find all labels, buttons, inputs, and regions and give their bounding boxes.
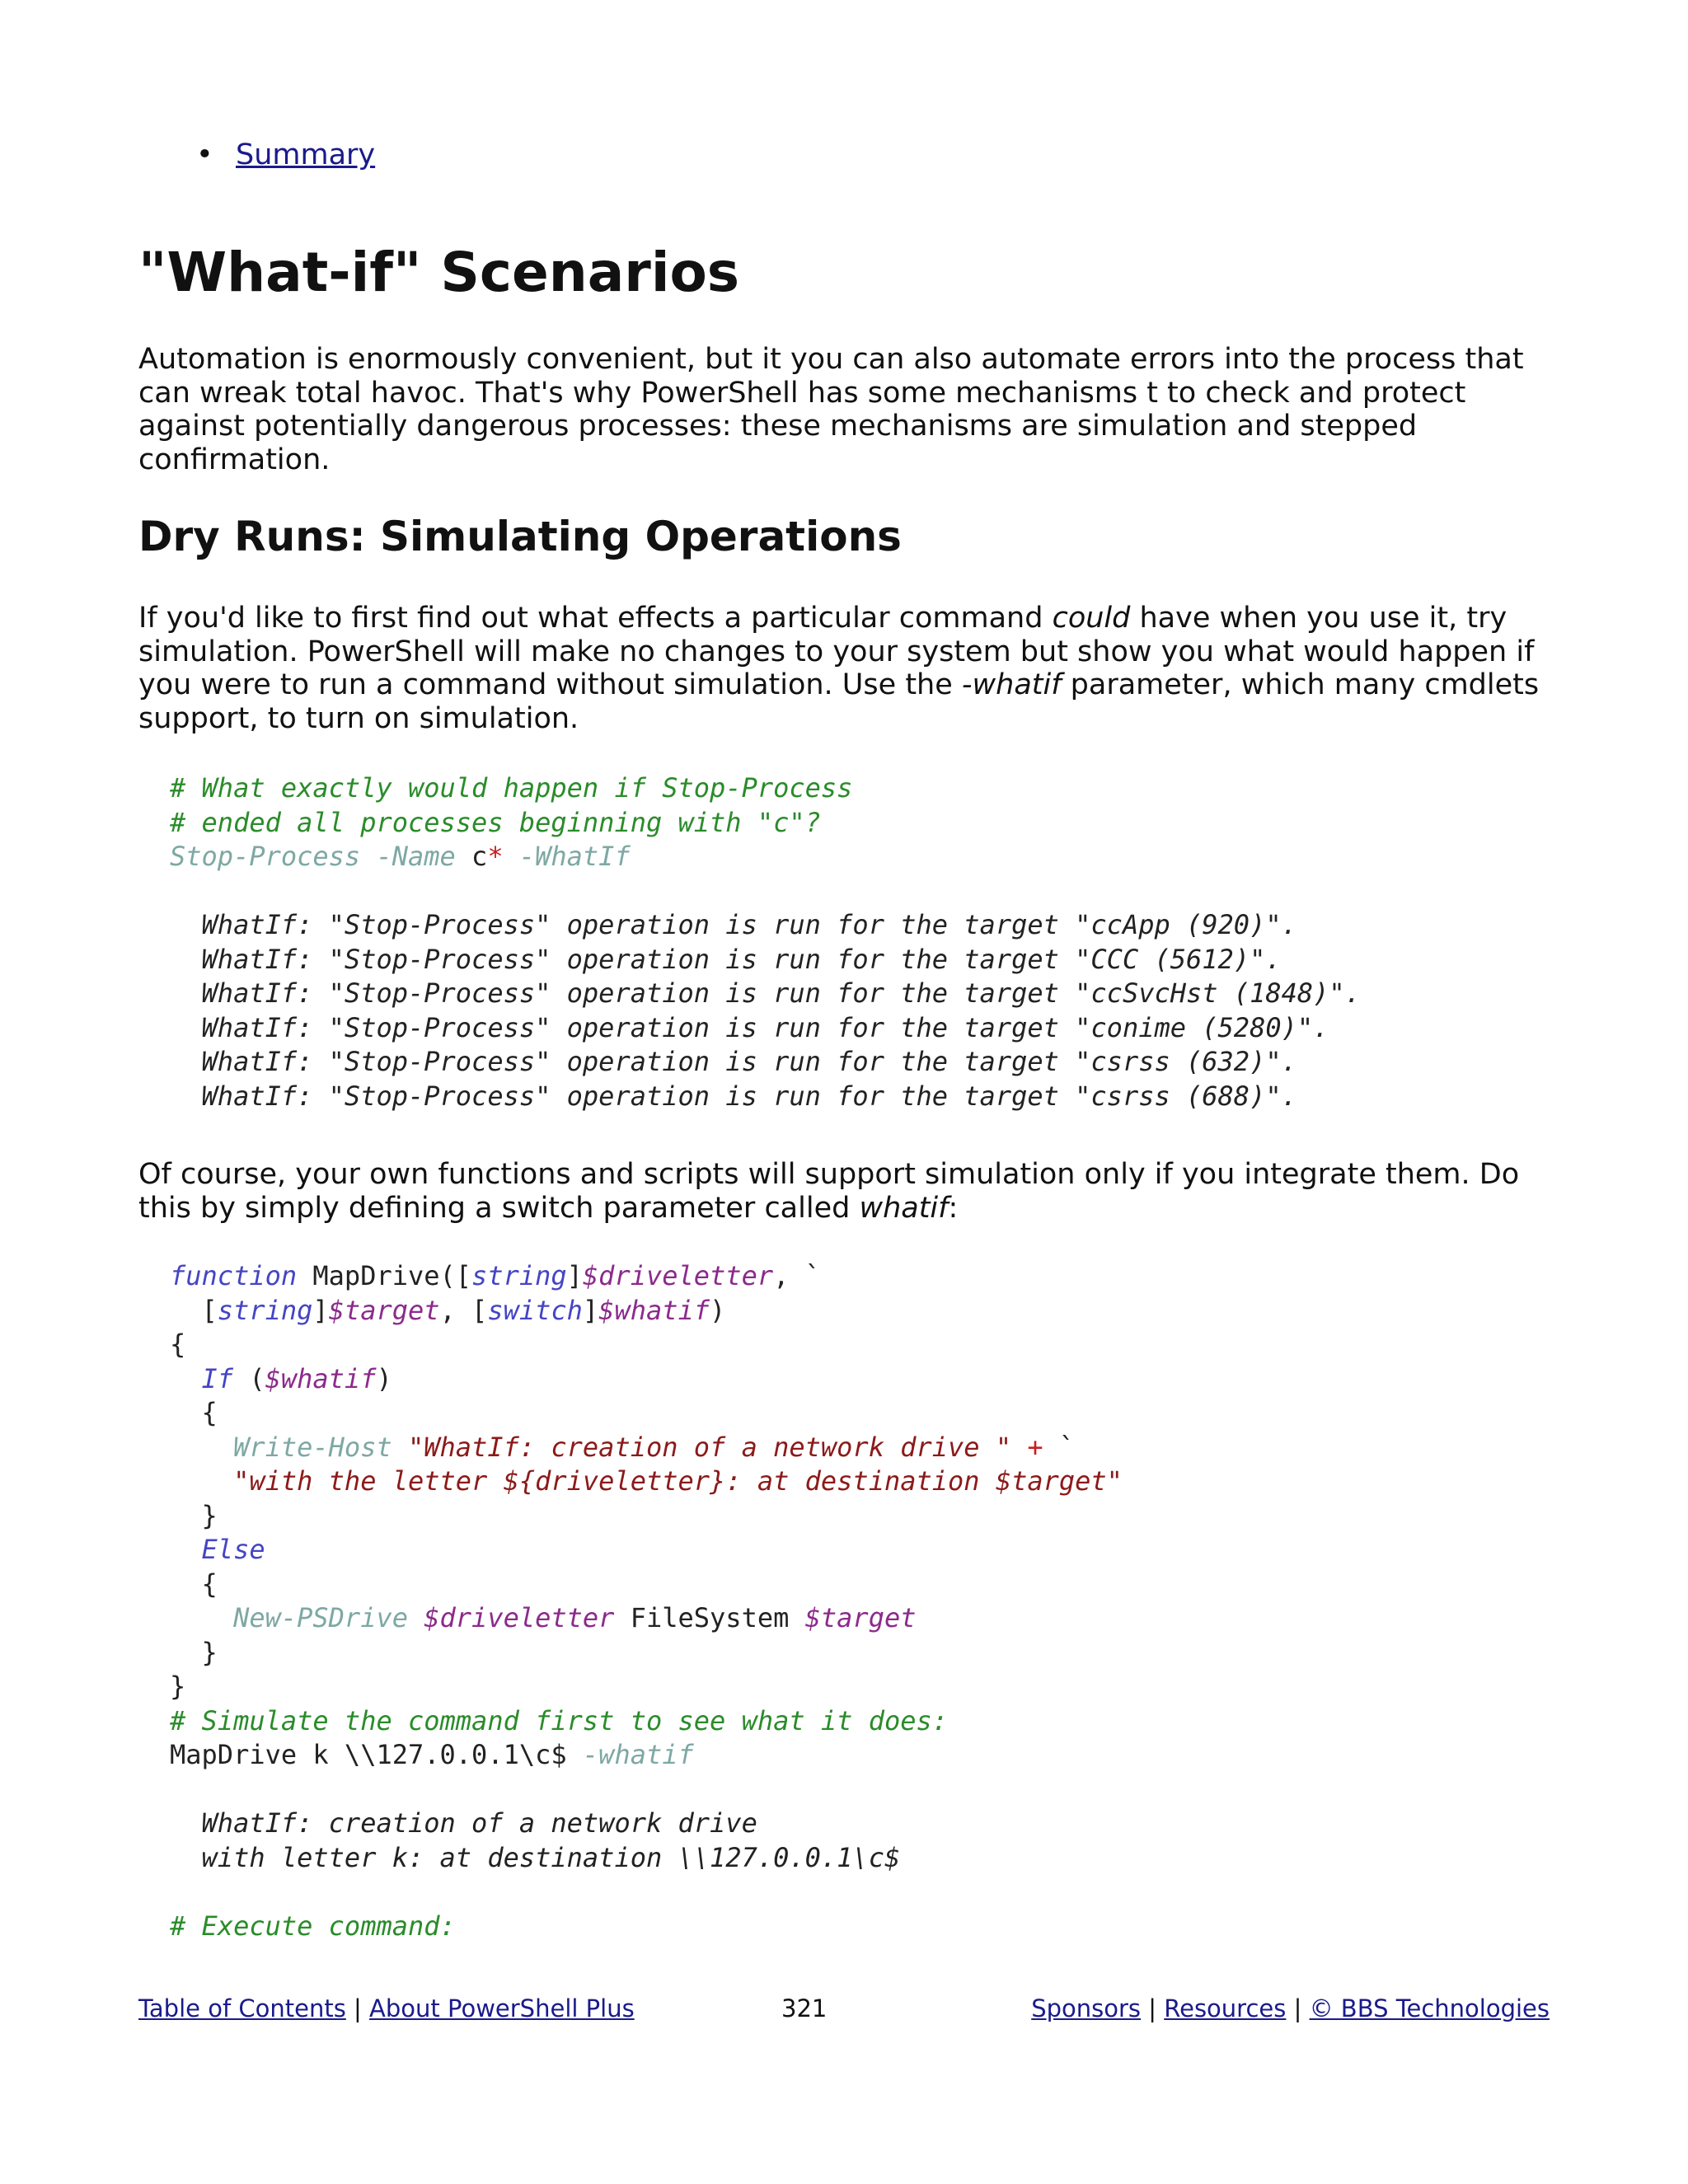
code-text: FileSystem xyxy=(614,1602,805,1633)
text-run: If you'd like to first find out what effects a particular command xyxy=(138,602,1053,635)
code-param: -WhatIf xyxy=(518,841,631,872)
footer-separator: | xyxy=(1293,1994,1302,2022)
code-output-line: WhatIf: "Stop-Process" operation is run for the target "csrss (632)". xyxy=(170,1046,1297,1077)
intro-paragraph: Automation is enormously convenient, but it you can also automate errors into the process that can wreak total havoc. That's why PowerShell has some mechanisms t to check and protect against potentially dangerous processes: these mechanisms are simulation and stepped confirmation. xyxy=(138,343,1524,476)
footer-separator: | xyxy=(1148,1994,1157,2022)
emphasis-whatif: whatif xyxy=(859,1191,949,1225)
code-operator: + xyxy=(1027,1431,1043,1463)
code-output-line: with letter k: at destination \\127.0.0.1\c$ xyxy=(170,1841,901,1873)
code-variable: $driveletter xyxy=(582,1260,774,1291)
code-text: { xyxy=(201,1397,218,1428)
code-operator: * xyxy=(487,841,504,872)
code-arg: c xyxy=(471,841,488,872)
code-cmdlet: New-PSDrive xyxy=(233,1602,408,1633)
code-string: "with the letter ${driveletter}: at destination $target" xyxy=(233,1465,1123,1497)
toc-item-summary xyxy=(196,138,375,171)
code-text: ) xyxy=(376,1362,392,1394)
code-text: , ` xyxy=(773,1260,821,1291)
text-run: : xyxy=(948,1191,959,1225)
code-text: ] xyxy=(566,1260,583,1291)
footer-right-links xyxy=(1031,1994,1550,2022)
code-variable: $target xyxy=(328,1294,440,1326)
code-output-line: WhatIf: "Stop-Process" operation is run for the target "csrss (688)". xyxy=(170,1080,1297,1112)
code-text: MapDrive([ xyxy=(297,1260,472,1291)
code-keyword: switch xyxy=(487,1294,583,1326)
code-output-line: WhatIf: "Stop-Process" operation is run for the target "ccApp (920)". xyxy=(170,909,1297,940)
code-text: MapDrive k \\127.0.0.1\c$ xyxy=(170,1739,583,1770)
footer-separator: | xyxy=(354,1994,362,2022)
code-comment: # Execute command: xyxy=(170,1910,456,1942)
code-keyword: string xyxy=(217,1294,313,1326)
functions-paragraph xyxy=(138,1158,1556,1225)
simulation-paragraph xyxy=(138,602,1556,735)
code-variable: $whatif xyxy=(265,1362,377,1394)
code-text: { xyxy=(201,1568,218,1600)
code-text: , [ xyxy=(439,1294,488,1326)
footer-left-links xyxy=(138,1994,635,2022)
emphasis-whatif-param: -whatif xyxy=(961,668,1062,701)
code-variable: $whatif xyxy=(598,1294,710,1326)
bbs-technologies-link[interactable]: © BBS Technologies xyxy=(1309,1994,1550,2022)
code-text: ] xyxy=(582,1294,599,1326)
code-keyword: Else xyxy=(201,1534,265,1565)
about-powershell-plus-link[interactable]: About PowerShell Plus xyxy=(369,1994,635,2022)
code-param: -whatif xyxy=(582,1739,694,1770)
toc-list xyxy=(196,138,375,171)
code-text: ( xyxy=(233,1362,265,1394)
code-output-line: WhatIf: "Stop-Process" operation is run for the target "conime (5280)". xyxy=(170,1011,1329,1043)
section-title: Dry Runs: Simulating Operations xyxy=(138,513,902,560)
sponsors-link[interactable]: Sponsors xyxy=(1031,1994,1142,2022)
code-block-stop-process xyxy=(170,771,1361,1113)
code-cmdlet: Write-Host xyxy=(233,1431,392,1463)
code-keyword: If xyxy=(201,1362,234,1394)
code-keyword: function xyxy=(170,1260,298,1291)
code-keyword: string xyxy=(471,1260,567,1291)
code-param: -Name xyxy=(376,841,456,872)
code-output-line: WhatIf: creation of a network drive xyxy=(170,1807,757,1839)
code-block-mapdrive xyxy=(170,1259,1123,1943)
code-text: ) xyxy=(710,1294,726,1326)
text-run: have when you use it, try simulation. PowerShell will make no changes to your system but show you what would happen if you were to run a command without simulation. Use the xyxy=(138,602,1535,701)
code-text: ` xyxy=(1058,1431,1076,1463)
code-variable: $driveletter xyxy=(424,1602,615,1633)
code-text: } xyxy=(201,1636,218,1668)
code-variable: $target xyxy=(804,1602,917,1633)
resources-link[interactable]: Resources xyxy=(1164,1994,1287,2022)
page-title: "What-if" Scenarios xyxy=(138,241,740,304)
summary-link[interactable]: Summary xyxy=(236,138,376,171)
text-run: Of course, your own functions and scripts will support simulation only if you integrate them. Do this by simply defining a switch parameter called xyxy=(138,1158,1520,1225)
code-string: "WhatIf: creation of a network drive " xyxy=(407,1431,1012,1463)
page-number: 321 xyxy=(781,1994,828,2022)
code-output-line: WhatIf: "Stop-Process" operation is run for the target "ccSvcHst (1848)". xyxy=(170,977,1361,1009)
emphasis-could: could xyxy=(1052,602,1131,635)
code-output-line: WhatIf: "Stop-Process" operation is run for the target "CCC (5612)". xyxy=(170,943,1282,975)
code-text: [ xyxy=(170,1294,218,1326)
code-comment: # What exactly would happen if Stop-Process xyxy=(170,772,853,804)
code-text: { xyxy=(170,1329,186,1360)
code-comment: # ended all processes beginning with "c"? xyxy=(170,806,821,838)
code-text: } xyxy=(170,1671,186,1702)
code-comment: # Simulate the command first to see what it does: xyxy=(170,1704,949,1736)
code-text: ] xyxy=(312,1294,329,1326)
text-run: parameter, which many cmdlets support, to turn on simulation. xyxy=(138,668,1540,735)
page-footer xyxy=(138,1994,1550,2031)
table-of-contents-link[interactable]: Table of Contents xyxy=(138,1994,346,2022)
code-text: } xyxy=(201,1499,218,1531)
code-cmdlet: Stop-Process xyxy=(170,841,361,872)
